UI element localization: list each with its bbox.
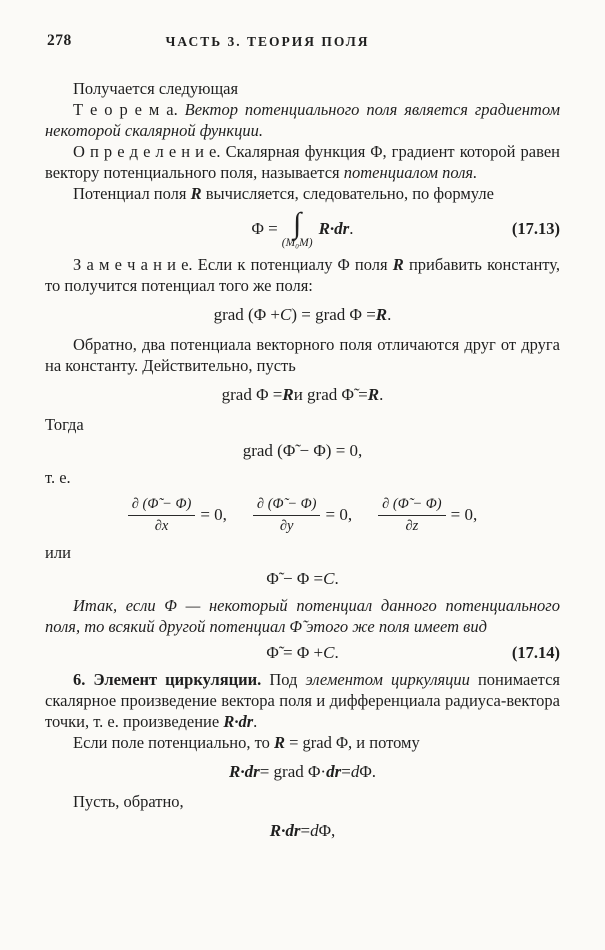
constant-C-symbol: C bbox=[279, 305, 292, 324]
fraction bbox=[378, 496, 446, 534]
formula-part: вычисляется, следовательно, по формуле bbox=[201, 184, 494, 203]
theorem-label: Т е о р е м а. bbox=[73, 100, 185, 119]
vector-R-symbol: R bbox=[190, 184, 202, 203]
togda-text: Тогда bbox=[45, 415, 84, 434]
R-dr-symbol: R·dr bbox=[223, 712, 254, 731]
definition-text: Скалярная функция Φ, градиент которой равен вектору потенциального поля, называется bbox=[45, 142, 560, 182]
remark-paragraph bbox=[45, 254, 560, 296]
formula-part: Φ̃ − Φ = bbox=[266, 569, 324, 588]
formula-part: = grad Φ, и потому bbox=[284, 733, 420, 752]
rdr-grad-formula bbox=[45, 761, 560, 783]
fraction bbox=[253, 496, 321, 534]
grad-plus-constant-formula bbox=[45, 304, 560, 326]
fraction-numerator: ∂ (Φ̃ − Φ) bbox=[253, 496, 321, 516]
running-header: ЧАСТЬ 3. ТЕОРИЯ ПОЛЯ bbox=[165, 34, 370, 49]
remark-label: З а м е ч а н и е. bbox=[73, 255, 198, 274]
intro-text: Получается следующая bbox=[73, 79, 239, 98]
obratno-text: Обратно, два потенциала векторного поля отличаются друг от друга на константу. Действительно, пусть bbox=[45, 335, 560, 375]
itak-text: Итак, если Φ — некоторый потенциал данного потенциального поля, то всякий другой потенциал Φ̃ этого же поля имеет вид bbox=[45, 596, 560, 636]
integral bbox=[282, 209, 313, 249]
formula-part: Потенциал поля bbox=[73, 184, 191, 203]
formula-part: Φ. bbox=[359, 762, 376, 781]
fraction-denominator: ∂x bbox=[154, 518, 169, 534]
phi-difference-formula bbox=[45, 568, 560, 590]
R-dr-symbol: R·dr bbox=[228, 762, 260, 781]
formula-part: dr bbox=[326, 762, 342, 781]
formula-part: = bbox=[300, 821, 311, 840]
ili-line bbox=[45, 542, 560, 563]
theorem-text: Вектор потенциального поля является градиентом некоторой скалярной функции. bbox=[45, 100, 560, 140]
constant-C-symbol: C bbox=[323, 569, 335, 588]
formula-part: grad (Φ + bbox=[213, 305, 280, 324]
equation-number-17-14: (17.14) bbox=[511, 643, 560, 662]
pust-line bbox=[45, 791, 560, 812]
vector-R-symbol: R bbox=[273, 733, 285, 752]
formula-part: и grad Φ̃ = bbox=[293, 385, 368, 404]
grad-zero-formula bbox=[45, 440, 560, 462]
te-line bbox=[45, 467, 560, 488]
fraction-denominator: ∂z bbox=[405, 518, 419, 534]
partial-derivatives-formula bbox=[45, 496, 560, 534]
fraction bbox=[128, 496, 196, 534]
fraction-numerator: ∂ (Φ̃ − Φ) bbox=[378, 496, 446, 516]
formula-part: понимается скалярное произведение вектора поля и дифференциала радиуса-вектора точки, т. е. произведение bbox=[45, 670, 561, 731]
intro-paragraph bbox=[45, 78, 560, 99]
constant-C-symbol: C bbox=[323, 643, 335, 662]
pust-text: Пусть, обратно, bbox=[73, 792, 184, 811]
integral-sign: ∫ bbox=[293, 207, 302, 240]
formula-part: . bbox=[253, 712, 258, 731]
formula-part: . bbox=[379, 385, 384, 404]
formula-part: Φ = bbox=[251, 219, 278, 238]
section-6-paragraph bbox=[45, 669, 560, 732]
vector-R-symbol: R bbox=[375, 305, 388, 324]
page-header bbox=[45, 30, 560, 48]
formula-part: Φ, bbox=[318, 821, 336, 840]
formula-part: . bbox=[334, 569, 339, 588]
fraction-denominator: ∂y bbox=[279, 518, 294, 534]
formula-part: Под bbox=[269, 670, 306, 689]
partial-y-term bbox=[253, 496, 352, 534]
definition-label: О п р е д е л е н и е. bbox=[73, 142, 226, 161]
formula-part: Если к потенциалу Φ поля bbox=[197, 255, 393, 274]
circulation-element-emphasis: элементом циркуляции bbox=[305, 670, 470, 689]
formula-17-13 bbox=[45, 209, 560, 249]
vector-R-symbol: R bbox=[282, 385, 294, 404]
formula-part: grad (Φ̃ − Φ) = 0, bbox=[242, 441, 363, 460]
formula-part: Φ̃ = Φ + bbox=[266, 643, 324, 662]
potential-paragraph bbox=[45, 183, 560, 204]
formula-part: прибавить константу, то получится потенциал того же поля: bbox=[45, 255, 560, 295]
formula-part: . bbox=[334, 643, 339, 662]
vector-R-symbol: R bbox=[367, 385, 380, 404]
partial-x-term bbox=[128, 496, 227, 534]
two-potentials-formula bbox=[45, 384, 560, 406]
formula-part: . bbox=[387, 305, 392, 324]
R-dr-symbol: R·dr bbox=[269, 821, 301, 840]
formula-part: d bbox=[310, 821, 319, 840]
formula-part: = 0, bbox=[450, 505, 478, 524]
vector-R-symbol: R bbox=[392, 255, 404, 274]
section-6-heading: 6. Элемент циркуляции. bbox=[73, 670, 270, 689]
theorem-paragraph bbox=[45, 99, 560, 141]
ili-text: или bbox=[45, 543, 71, 562]
rdr-dphi-formula bbox=[45, 820, 560, 842]
itak-paragraph bbox=[45, 595, 560, 637]
page-number: 278 bbox=[47, 32, 72, 49]
integral-limits: (M₀M) bbox=[281, 237, 313, 249]
formula-part: . bbox=[349, 219, 354, 238]
formula-part: = bbox=[341, 762, 351, 781]
obratno-paragraph bbox=[45, 334, 560, 376]
togda-line bbox=[45, 414, 560, 435]
definition-paragraph bbox=[45, 141, 560, 183]
formula-17-14 bbox=[45, 642, 560, 664]
esli-paragraph bbox=[45, 732, 560, 753]
formula-part: d bbox=[350, 762, 360, 781]
equation-number-17-13: (17.13) bbox=[511, 219, 560, 238]
formula-part: R·dr bbox=[318, 219, 350, 238]
formula-part: ) = grad Φ = bbox=[291, 305, 376, 324]
formula-part: = 0, bbox=[325, 505, 353, 524]
formula-part: grad Φ = bbox=[221, 385, 283, 404]
definition-emphasis: потенциалом поля. bbox=[343, 163, 478, 182]
te-text: т. е. bbox=[45, 468, 71, 487]
formula-part: Если поле потенциально, то bbox=[73, 733, 274, 752]
fraction-numerator: ∂ (Φ̃ − Φ) bbox=[128, 496, 196, 516]
formula-part: = grad Φ· bbox=[259, 762, 327, 781]
partial-z-term bbox=[378, 496, 477, 534]
formula-part: = 0, bbox=[200, 505, 227, 524]
